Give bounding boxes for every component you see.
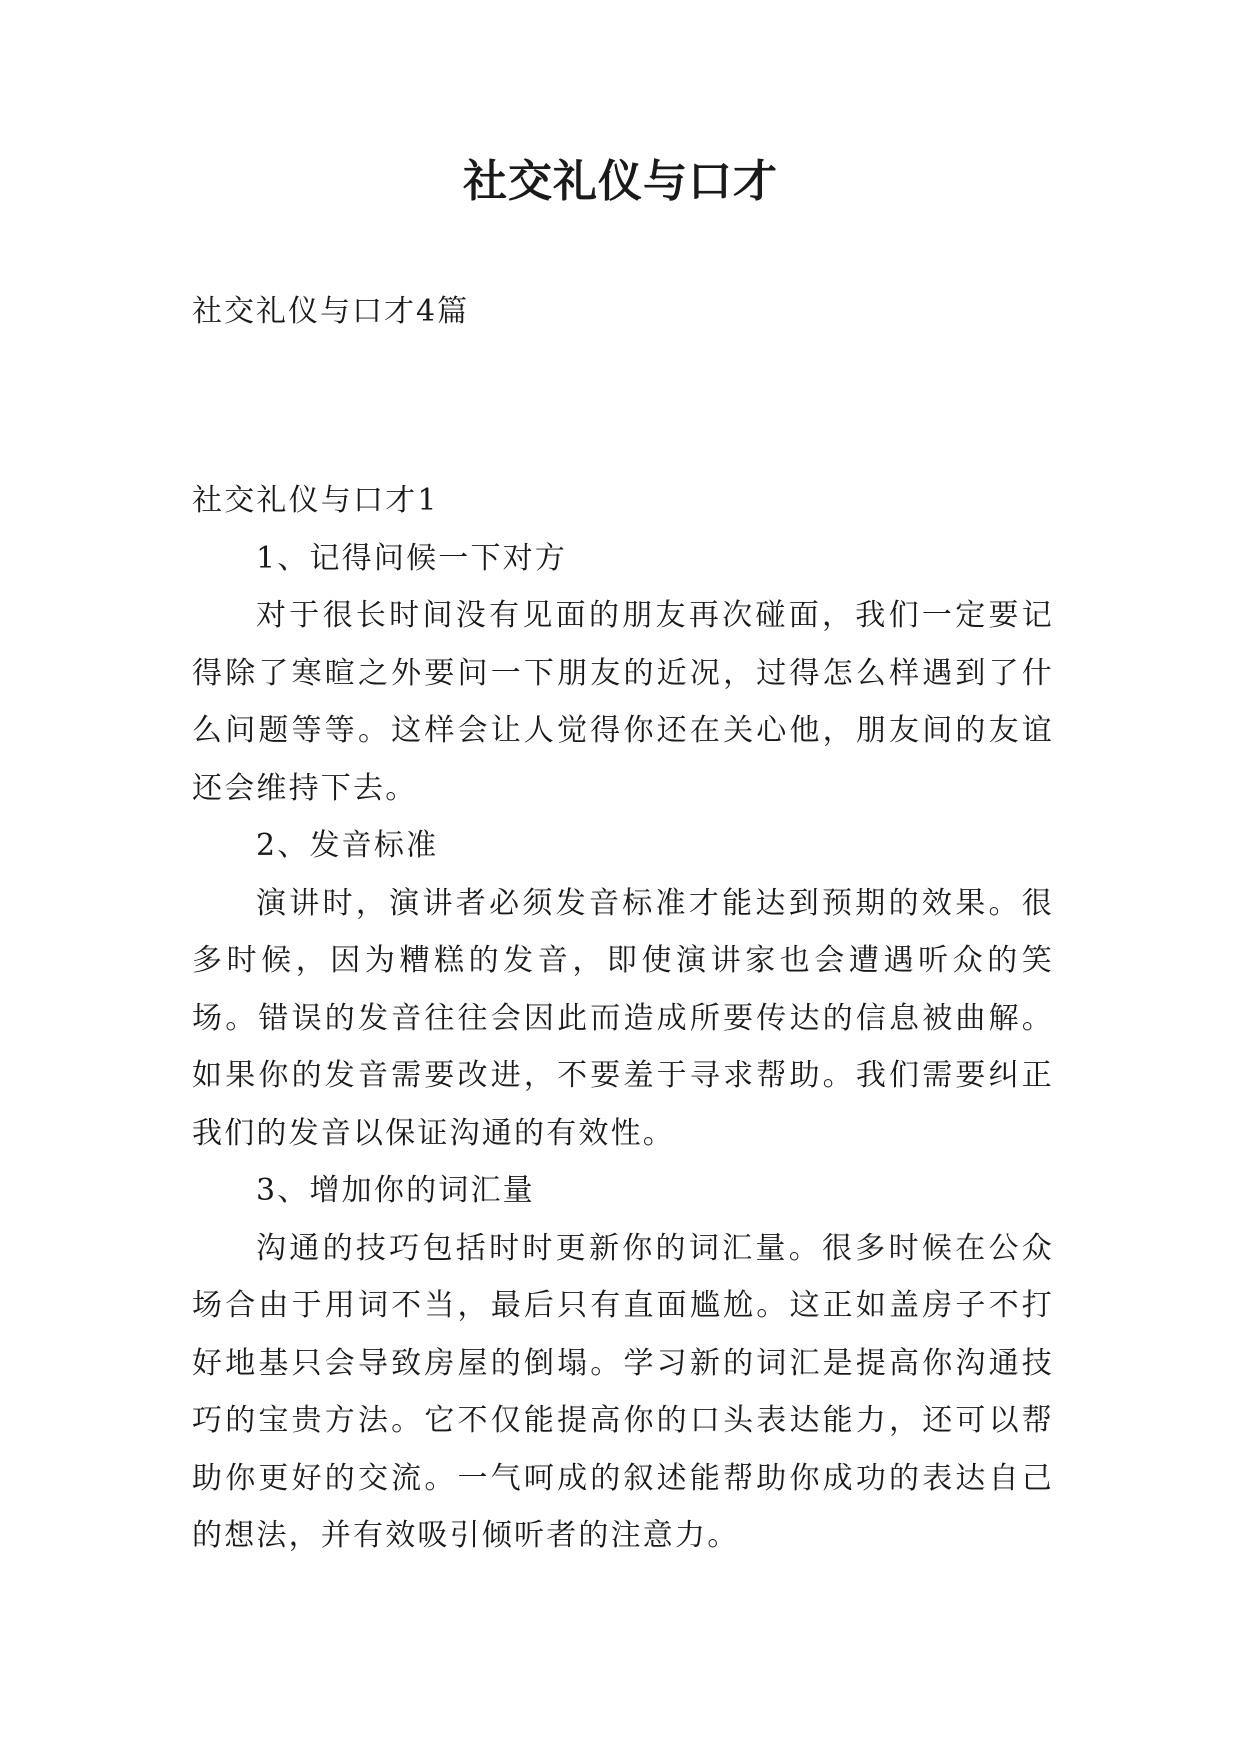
section-title: 社交礼仪与口才1 [192, 483, 439, 518]
paragraph: 演讲时，演讲者必须发音标准才能达到预期的效果。很多时候，因为糟糕的发音，即使演讲家也会遭遇听众的笑场。错误的发音往往会因此而造成所要传达的信息被曲解。如果你的发音需要改进，不要羞于寻求帮助。我们需要纠正我们的发音以保证沟通的有效性。 [192, 885, 1054, 1151]
document-body [192, 472, 1054, 1565]
paragraph: 对于很长时间没有见面的朋友再次碰面，我们一定要记得除了寒暄之外要问一下朋友的近况，过得怎么样遇到了什么问题等等。这样会让人觉得你还在关心他，朋友间的友谊还会维持下去。 [192, 598, 1054, 806]
paragraph: 沟通的技巧包括时时更新你的词汇量。很多时候在公众场合由于用词不当，最后只有直面尴尬。这正如盖房子不打好地基只会导致房屋的倒塌。学习新的词汇是提高你沟通技巧的宝贵方法。它不仅能提高你的口头表达能力，还可以帮助你更好的交流。一气呵成的叙述能帮助你成功的表达自己的想法，并有效吸引倾听者的注意力。 [192, 1230, 1054, 1553]
document-subtitle: 社交礼仪与口才4篇 [192, 294, 470, 329]
paragraph-heading-1: 1、记得问候一下对方 [256, 540, 568, 576]
paragraph-heading-3: 3、增加你的词汇量 [256, 1173, 535, 1208]
paragraph-heading-2: 2、发音标准 [256, 828, 439, 863]
document-title: 社交礼仪与口才 [463, 156, 778, 207]
